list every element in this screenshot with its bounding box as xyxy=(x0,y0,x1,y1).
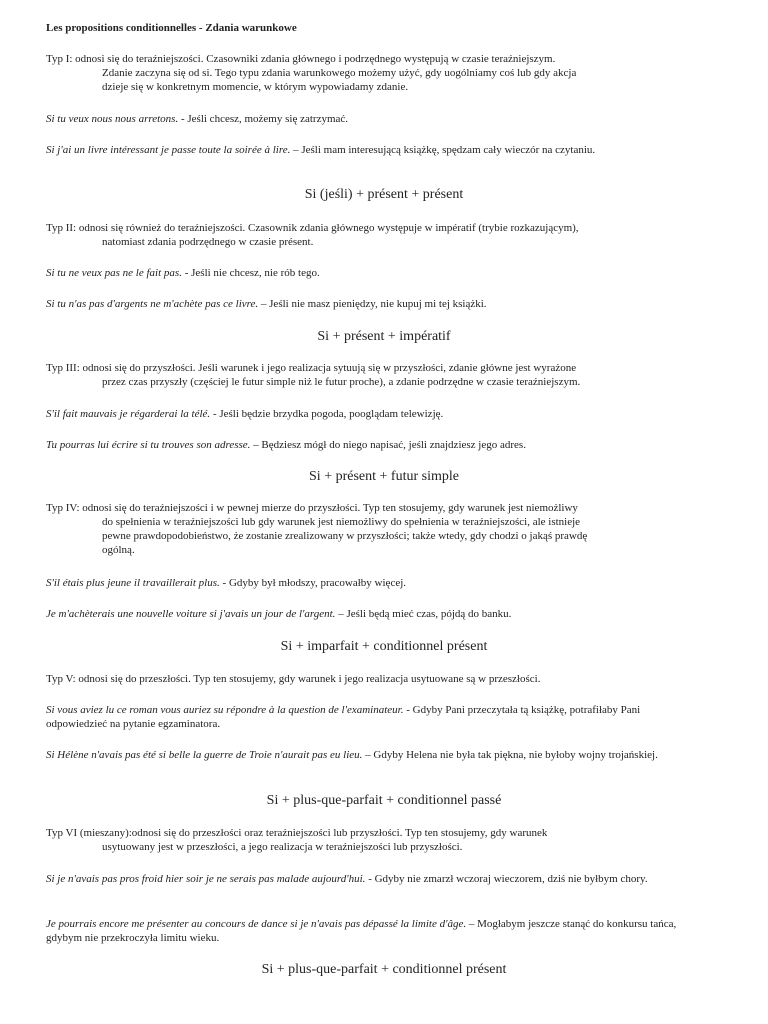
separator: - xyxy=(181,267,192,279)
definition-line: do spełnienia w teraźniejszości lub gdy warunek jest niemożliwy do spełnienia w teraźniejszości, ale istnieje xyxy=(102,516,581,528)
polish-translation: Mogłabym jeszcze stanąć do konkursu tańca, gdybym nie przekroczyła limitu wieku. xyxy=(46,918,677,944)
french-sentence: Si j'ai un livre intéressant je passe toute la soirée à lire. xyxy=(46,144,291,156)
french-sentence: Si vous aviez lu ce roman vous auriez su répondre à la question de l'examinateur. xyxy=(46,704,404,716)
definition-line: Typ V: odnosi się do przeszłości. Typ ten stosujemy, gdy warunek i jego realizacja usytuowane są w przeszłości. xyxy=(46,673,541,685)
definition-line: Typ II: odnosi się również do teraźniejszości. Czasownik zdania głównego występuje w impératif (trybie rozkazującym), xyxy=(46,222,579,234)
french-sentence: Je pourrais encore me présenter au concours de dance si je n'avais pas dépassé la limite d'âge. xyxy=(46,918,467,930)
type-2-example-2 xyxy=(46,297,686,311)
french-sentence: Si je n'avais pas pros froid hier soir je ne serais pas malade aujourd'hui. xyxy=(46,873,366,885)
separator: – xyxy=(466,918,478,930)
definition-line: Typ IV: odnosi się do teraźniejszości i w pewnej mierze do przyszłości. Typ ten stosujemy, gdy warunek jest niemożliwy xyxy=(46,502,578,514)
definition-line: ogólną. xyxy=(102,544,135,556)
type-1-example-2 xyxy=(46,143,686,157)
separator: - xyxy=(210,408,220,420)
separator: – xyxy=(290,144,302,156)
type-6-definition xyxy=(46,826,686,854)
definition-line: natomiast zdania podrzędnego w czasie présent. xyxy=(102,236,314,248)
type-4-example-1 xyxy=(46,576,686,590)
definition-line: pewne prawdopodobieństwo, że zostanie zrealizowany w przyszłości; także wtedy, gdy chodzi o jakąś prawdę xyxy=(102,530,588,542)
definition-line: Typ III: odnosi się do przyszłości. Jeśli warunek i jego realizacja sytuują się w przyszłości, zdanie główne jest wyrażone xyxy=(46,362,577,374)
definition-line: przez czas przyszły (częściej le futur simple niż le futur proche), a zdanie podrzędne w czasie teraźniejszym. xyxy=(102,376,581,388)
separator: - xyxy=(178,113,188,125)
polish-translation: Jeśli będą mieć czas, pójdą do banku. xyxy=(346,608,512,620)
french-sentence: Si tu n'as pas d'argents ne m'achète pas ce livre. xyxy=(46,298,259,310)
type-1-definition xyxy=(46,52,686,94)
type-3-definition xyxy=(46,361,686,389)
type-2-example-1 xyxy=(46,266,686,280)
french-sentence: Si tu veux nous nous arretons. xyxy=(46,113,179,125)
type-3-example-2 xyxy=(46,438,686,452)
type-3-formula: Si + présent + futur simple xyxy=(309,469,459,484)
polish-translation: Jeśli nie chcesz, nie rób tego. xyxy=(191,267,320,279)
type-6-example-2 xyxy=(46,917,686,945)
separator: – xyxy=(335,608,347,620)
separator: – xyxy=(362,749,374,761)
type-4-example-2 xyxy=(46,607,686,621)
polish-translation: Jeśli będzie brzydka pogoda, pooglądam telewizję. xyxy=(219,408,444,420)
type-5-formula: Si + plus-que-parfait + conditionnel passé xyxy=(266,793,502,808)
definition-line: usytuowany jest w przeszłości, a jego realizacja w teraźniejszości lub przyszłości. xyxy=(102,841,463,853)
polish-translation: Jeśli chcesz, możemy się zatrzymać. xyxy=(187,113,349,125)
type-6-example-1 xyxy=(46,872,686,886)
type-5-definition xyxy=(46,672,686,686)
document-title: Les propositions conditionnelles - Zdania warunkowe xyxy=(46,22,297,34)
french-sentence: Je m'achèterais une nouvelle voiture si j'avais un jour de l'argent. xyxy=(46,608,336,620)
type-4-formula: Si + imparfait + conditionnel présent xyxy=(280,639,488,654)
separator: - xyxy=(403,704,413,716)
french-sentence: Si Hélène n'avais pas été si belle la guerre de Troie n'aurait pas eu lieu. xyxy=(46,749,363,761)
type-5-example-1 xyxy=(46,703,686,731)
type-5-example-2 xyxy=(46,748,686,762)
type-4-definition xyxy=(46,501,686,557)
polish-translation: Gdyby Pani przeczytała tą książkę, potrafiłaby Pani odpowiedzieć na pytanie egzaminatora. xyxy=(46,704,641,730)
polish-translation: Gdyby nie zmarzł wczoraj wieczorem, dziś nie byłbym chory. xyxy=(374,873,648,885)
polish-translation: Gdyby był młodszy, pracowałby więcej. xyxy=(228,577,407,589)
type-2-formula: Si + présent + impératif xyxy=(317,329,451,344)
french-sentence: Tu pourras lui écrire si tu trouves son adresse. xyxy=(46,439,251,451)
polish-translation: Gdyby Helena nie była tak piękna, nie byłoby wojny trojańskiej. xyxy=(373,749,658,761)
type-3-example-1 xyxy=(46,407,686,421)
separator: – xyxy=(258,298,270,310)
definition-line: dzieje się w konkretnym momencie, w którym wypowiadamy zdanie. xyxy=(102,81,409,93)
type-2-definition xyxy=(46,221,686,249)
separator: – xyxy=(250,439,262,451)
definition-line: Typ VI (mieszany):odnosi się do przeszłości oraz teraźniejszości lub przyszłości. Typ ten stosujemy, gdy warunek xyxy=(46,827,548,839)
polish-translation: Jeśli nie masz pieniędzy, nie kupuj mi tej książki. xyxy=(269,298,487,310)
definition-line: Typ I: odnosi się do teraźniejszości. Czasowniki zdania głównego i podrzędnego występują w czasie teraźniejszym. xyxy=(46,53,556,65)
separator: - xyxy=(365,873,375,885)
french-sentence: Si tu ne veux pas ne le fait pas. xyxy=(46,267,182,279)
type-1-example-1 xyxy=(46,112,686,126)
polish-translation: Będziesz mógł do niego napisać, jeśli znajdziesz jego adres. xyxy=(261,439,526,451)
type-1-formula: Si (jeśli) + présent + présent xyxy=(304,187,464,202)
french-sentence: S'il fait mauvais je régarderai la télé. xyxy=(46,408,211,420)
polish-translation: Jeśli mam interesującą książkę, spędzam cały wieczór na czytaniu. xyxy=(301,144,596,156)
french-sentence: S'il étais plus jeune il travaillerait plus. xyxy=(46,577,220,589)
type-6-formula: Si + plus-que-parfait + conditionnel présent xyxy=(261,962,507,977)
definition-line: Zdanie zaczyna się od si. Tego typu zdania warunkowego możemy użyć, gdy uogólniamy coś lub gdy akcja xyxy=(102,67,577,79)
separator: - xyxy=(219,577,229,589)
